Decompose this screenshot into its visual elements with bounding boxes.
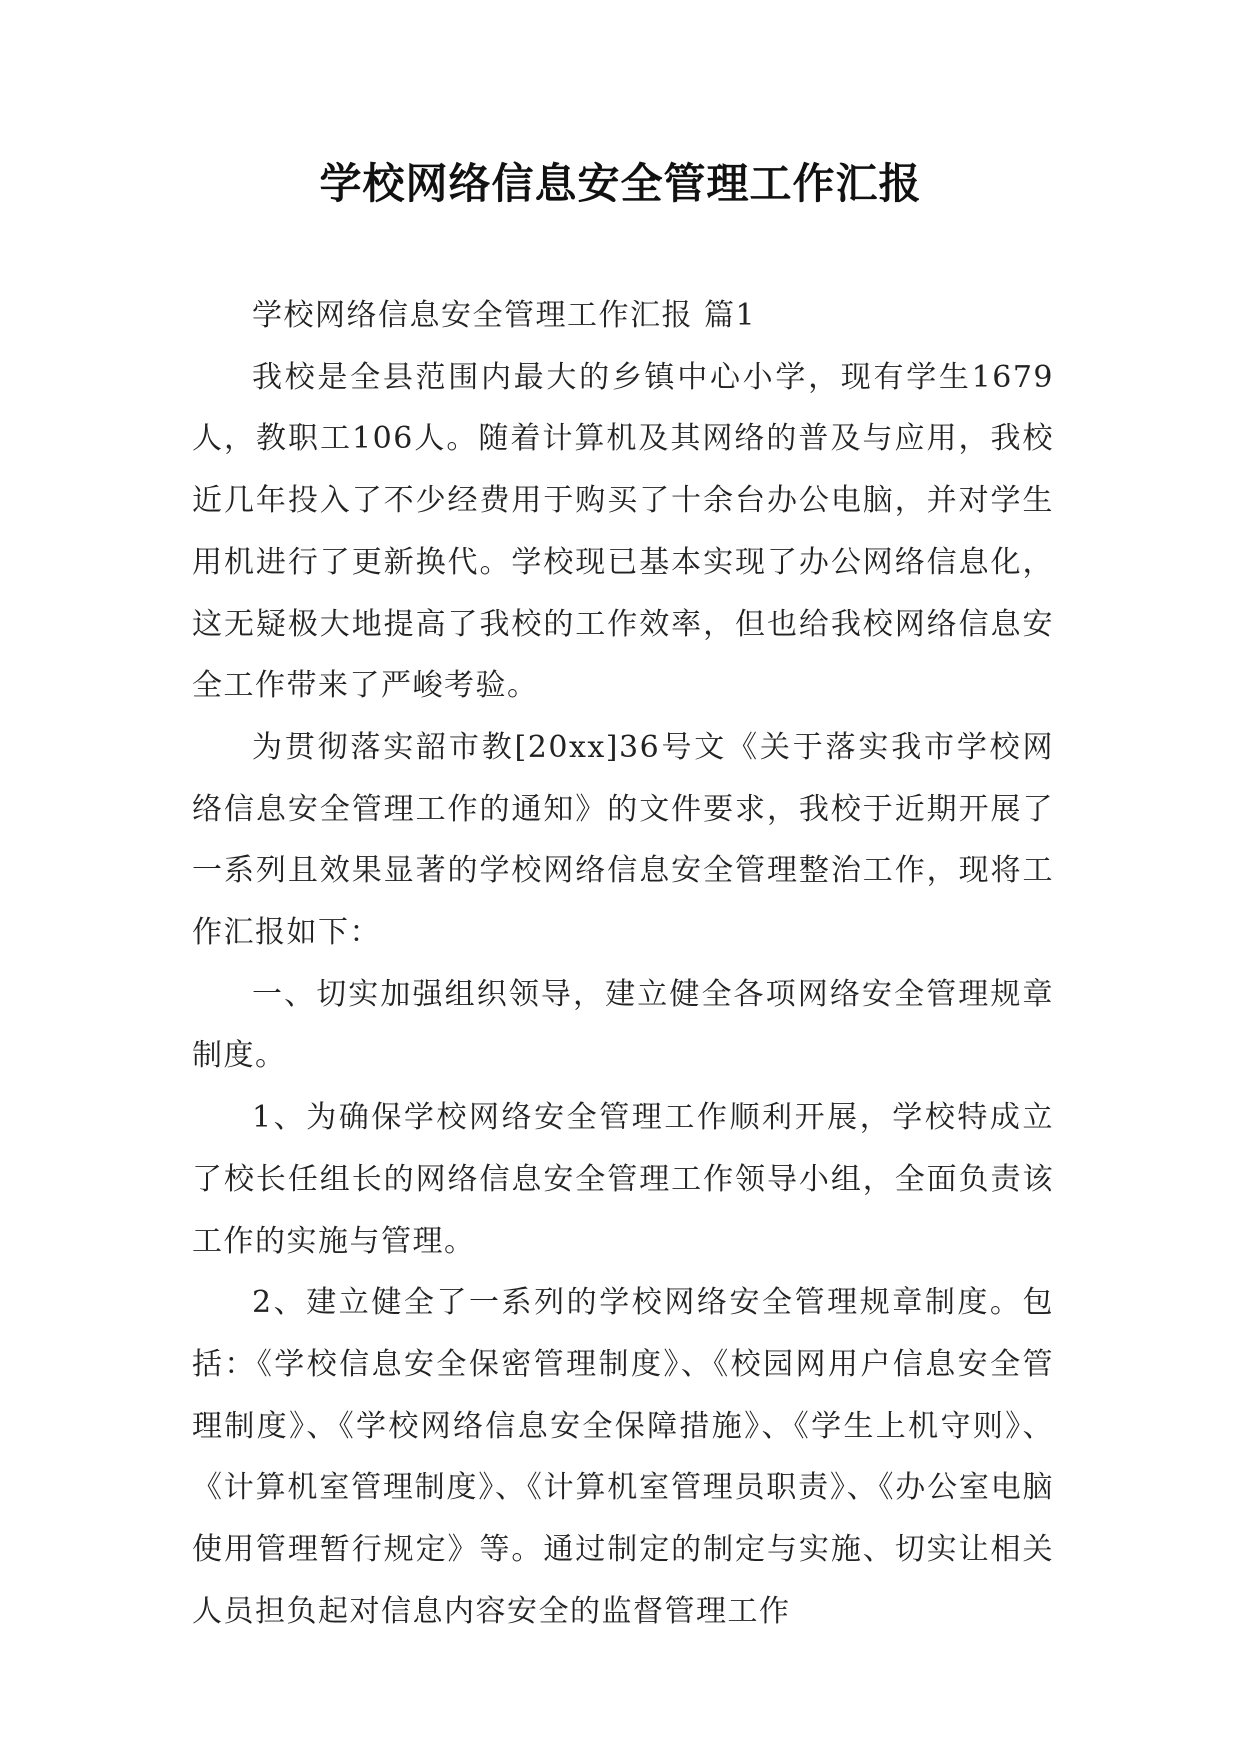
document-body bbox=[192, 285, 1054, 1642]
paragraph-item-one-heading: 一、切实加强组织领导，建立健全各项网络安全管理规章制度。 bbox=[192, 976, 1054, 1074]
paragraph-intro: 我校是全县范围内最大的乡镇中心小学，现有学生1679人，教职工106人。随着计算机及其网络的普及与应用，我校近几年投入了不少经费用于购买了十余台办公电脑，并对学生用机进行了更新换代。学校现已基本实现了办公网络信息化，这无疑极大地提高了我校的工作效率，但也给我校网络信息安全工作带来了严峻考验。 bbox=[192, 359, 1054, 704]
paragraph-directive: 为贯彻落实韶市教[20xx]36号文《关于落实我市学校网络信息安全管理工作的通知》的文件要求，我校于近期开展了一系列且效果显著的学校网络信息安全管理整治工作，现将工作汇报如下： bbox=[192, 729, 1054, 951]
document-title: 学校网络信息安全管理工作汇报 bbox=[319, 159, 922, 208]
section-heading: 学校网络信息安全管理工作汇报 篇1 bbox=[252, 298, 757, 333]
paragraph-item-1: 1、为确保学校网络安全管理工作顺利开展，学校特成立了校长任组长的网络信息安全管理工作领导小组，全面负责该工作的实施与管理。 bbox=[192, 1100, 1054, 1259]
paragraph-item-2: 2、建立健全了一系列的学校网络安全管理规章制度。包括：《学校信息安全保密管理制度》、《校园网用户信息安全管理制度》、《学校网络信息安全保障措施》、《学生上机守则》、《计算机室管理制度》、《计算机室管理员职责》、《办公室电脑使用管理暂行规定》等。通过制定的制定与实施、切实让相关人员担负起对信息内容安全的监督管理工作 bbox=[192, 1285, 1054, 1629]
